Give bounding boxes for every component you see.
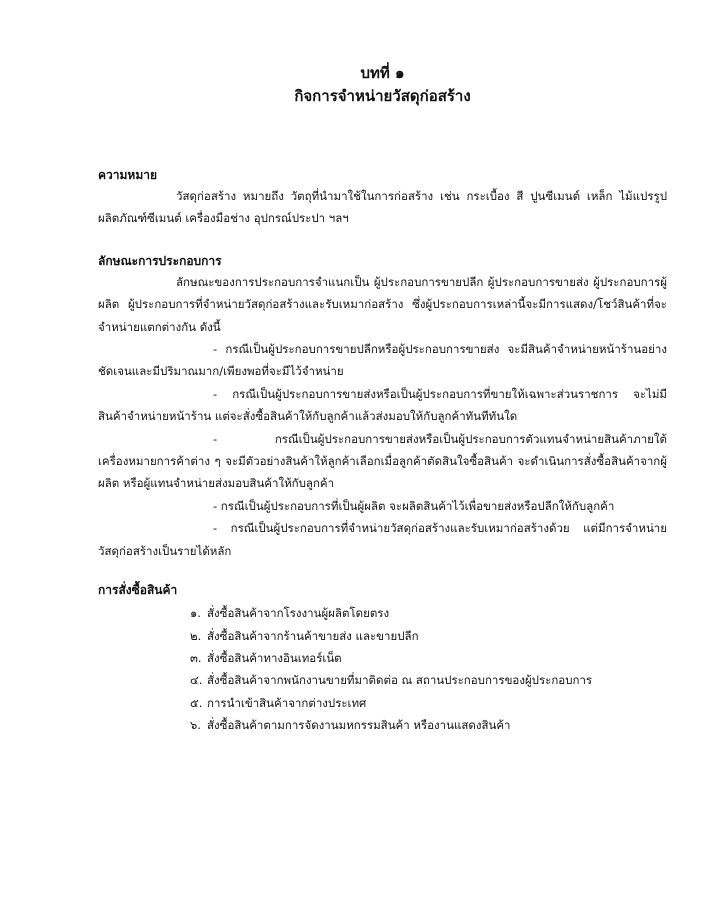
ordering-list-item xyxy=(190,602,667,624)
ordering-list-item xyxy=(190,714,667,736)
list-item-number: ๔. xyxy=(190,673,203,688)
operation-intro-paragraph: ลักษณะของการประกอบการจำแนกเป็น ผู้ประกอบการขายปลีก ผู้ประกอบการขายส่ง ผู้ประกอบการผู้ผลิต ผู้ประกอบการที่จำหน่ายวัสดุก่อสร้างและรับเหมาก่อสร้าง ซึ่งผู้ประกอบการเหล่านี้จะมีการแสดง/โชว์สินค้าที่จะจำหน่ายแตกต่างกัน ดังนี้ xyxy=(98,274,667,334)
ordering-list xyxy=(98,602,667,736)
list-item-text: สั่งซื้อสินค้าจากโรงงานผู้ผลิตโดยตรง xyxy=(207,606,390,621)
operation-case-item: - กรณีเป็นผู้ประกอบการขายปลีกหรือผู้ประกอบการขายส่ง จะมีสินค้าจำหน่ายหน้าร้านอย่างชัดเจนและมีปริมาณมาก/เพียงพอที่จะมีไว้จำหน่าย xyxy=(98,342,667,379)
list-item-text: สั่งซื้อสินค้าจากร้านค้าขายส่ง และขายปลีก xyxy=(207,628,419,643)
operation-case-item: - กรณีเป็นผู้ประกอบการที่เป็นผู้ผลิต จะผลิตสินค้าไว้เพื่อขายส่งหรือปลีกให้กับลูกค้า xyxy=(213,498,615,513)
ordering-list-item xyxy=(190,692,667,714)
operation-case-item: - กรณีเป็นผู้ประกอบการที่จำหน่ายวัสดุก่อสร้างและรับเหมาก่อสร้างด้วย แต่มีการจำหน่ายวัสดุก่อสร้างเป็นรายได้หลัก xyxy=(98,521,667,558)
section-heading-meaning: ความหมาย xyxy=(98,168,158,182)
section-heading-operation: ลักษณะการประกอบการ xyxy=(98,253,222,268)
ordering-list-item xyxy=(190,625,667,647)
ordering-list-item xyxy=(190,669,667,691)
section-ordering xyxy=(98,580,667,736)
list-item-number: ๑. xyxy=(190,606,201,621)
list-item-text: การนำเข้าสินค้าจากต่างประเทศ xyxy=(207,695,367,710)
list-item-number: ๒. xyxy=(190,628,202,643)
list-item-number: ๕. xyxy=(190,695,203,710)
chapter-number: บทที่ ๑ xyxy=(360,64,405,82)
ordering-list-item xyxy=(190,647,667,669)
operation-case-item: - กรณีเป็นผู้ประกอบการขายส่งหรือเป็นผู้ประกอบการที่ขายให้เฉพาะส่วนราชการ จะไม่มีสินค้าจำหน่ายหน้าร้าน แต่จะสั่งซื้อสินค้าให้กับลูกค้าแล้วส่งมอบให้กับลูกค้าทันทีทันใด xyxy=(98,386,667,424)
meaning-paragraph: วัสดุก่อสร้าง หมายถึง วัตถุที่นำมาใช้ในการก่อสร้าง เช่น กระเบื้อง สี ปูนซีเมนต์ เหล็ก ไม้แปรรูป ผลิตภัณฑ์ซีเมนต์ เครื่องมือช่าง อุปกรณ์ประปา ฯลฯ xyxy=(98,189,667,226)
section-heading-ordering: การสั่งซื้อสินค้า xyxy=(98,583,178,598)
list-item-text: สั่งซื้อสินค้าจากพนักงานขายที่มาติดต่อ ณ สถานประกอบการของผู้ประกอบการ xyxy=(207,673,593,688)
section-operation xyxy=(98,251,667,562)
section-meaning xyxy=(98,165,667,230)
chapter-title: กิจการจำหน่ายวัสดุก่อสร้าง xyxy=(294,87,471,105)
list-item-text: สั่งซื้อสินค้าตามการจัดงานมหกรรมสินค้า หรืองานแสดงสินค้า xyxy=(207,718,511,733)
chapter-title-block xyxy=(98,62,667,107)
list-item-text: สั่งซื้อสินค้าทางอินเทอร์เน็ต xyxy=(207,650,342,665)
list-item-number: ๖. xyxy=(190,718,201,733)
list-item-number: ๓. xyxy=(190,650,202,665)
operation-case-item: - กรณีเป็นผู้ประกอบการขายส่งหรือเป็นผู้ประกอบการตัวแทนจำหน่ายสินค้าภายใต้เครื่องหมายการค้าต่าง ๆ จะมีตัวอย่างสินค้าให้ลูกค้าเลือกเมื่อลูกค้าตัดสินใจซื้อสินค้า จะดำเนินการสั่งซื้อสินค้าจากผู้ผลิต หรือผู้แทนจำหน่ายส่งมอบสินค้าให้กับลูกค้า xyxy=(98,431,667,491)
